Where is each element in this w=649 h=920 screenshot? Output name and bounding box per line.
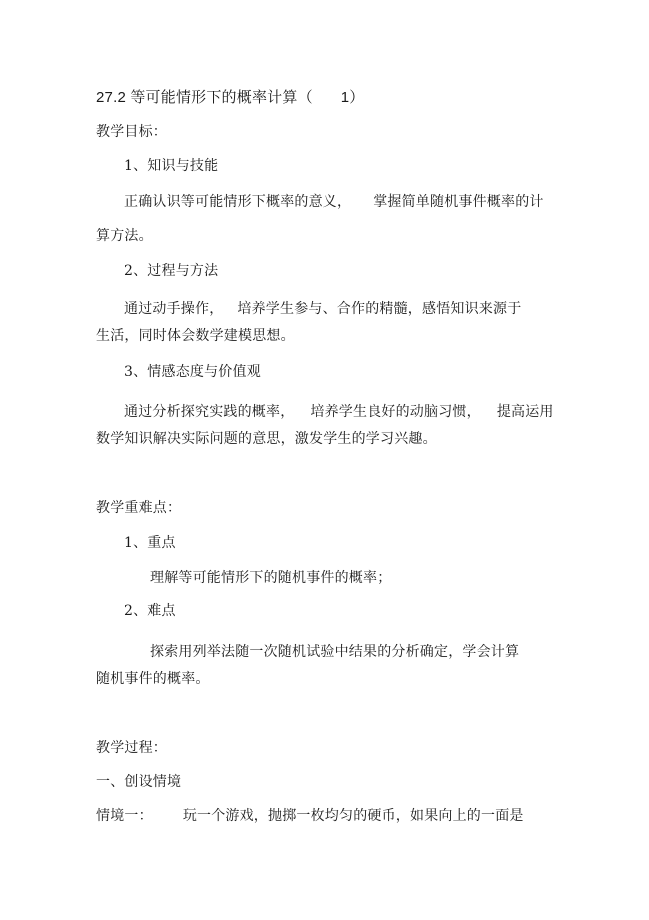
objective-2-line-1b: 培养学生参与、合作的精髓，感悟知识来源于: [237, 301, 522, 317]
scenario-1-line: [96, 807, 524, 825]
objectives-heading: 教学目标：: [96, 124, 167, 140]
key-1-heading: 1、重点: [124, 535, 176, 551]
key-points-heading: 教学重难点：: [96, 500, 182, 516]
process-heading: 教学过程：: [96, 740, 167, 756]
objective-3-line-1a: 通过分析探究实践的概率，: [124, 404, 295, 420]
objective-1-line-1a: 正确认识等可能情形下概率的意义，: [124, 194, 352, 210]
key-2-heading: 2、难点: [124, 603, 176, 619]
objective-2-line-2: 生活，同时体会数学建模思想。: [96, 328, 295, 344]
objective-3-line-1: [124, 403, 554, 421]
key-2-line-2: 随机事件的概率。: [96, 671, 210, 687]
key-1-line-1: 理解等可能情形下的随机事件的概率；: [150, 570, 392, 586]
objective-1-line-1: [124, 193, 544, 211]
objective-1-heading: 1、知识与技能: [124, 158, 219, 174]
objective-2-heading: 2、过程与方法: [124, 263, 219, 279]
objective-3-line-1b: 培养学生良好的动脑习惯，: [310, 404, 481, 420]
key-2-line-1: 探索用列举法随一次随机试验中结果的分析确定，学会计算: [150, 644, 520, 660]
section-1-heading: 一、创设情境: [96, 774, 182, 790]
objective-3-heading: 3、情感态度与价值观: [124, 364, 261, 380]
objective-1-line-2: 算方法。: [96, 228, 153, 244]
title-suffix: 1）: [340, 89, 365, 106]
objective-2-line-1a: 通过动手操作，: [124, 301, 224, 317]
scenario-1-label: 情境一：: [96, 808, 153, 824]
title-prefix: 27.2 等可能情形下的概率计算（: [96, 89, 313, 106]
objective-1-line-1b: 掌握简单随机事件概率的计: [373, 194, 544, 210]
objective-3-line-1c: 提高运用: [496, 404, 554, 420]
document-title: [96, 89, 365, 107]
objective-2-line-1: [124, 300, 521, 318]
objective-3-line-2: 数学知识解决实际问题的意思，激发学生的学习兴趣。: [96, 431, 437, 447]
scenario-1-text: 玩一个游戏，抛掷一枚均匀的硬币，如果向上的一面是: [182, 808, 524, 824]
